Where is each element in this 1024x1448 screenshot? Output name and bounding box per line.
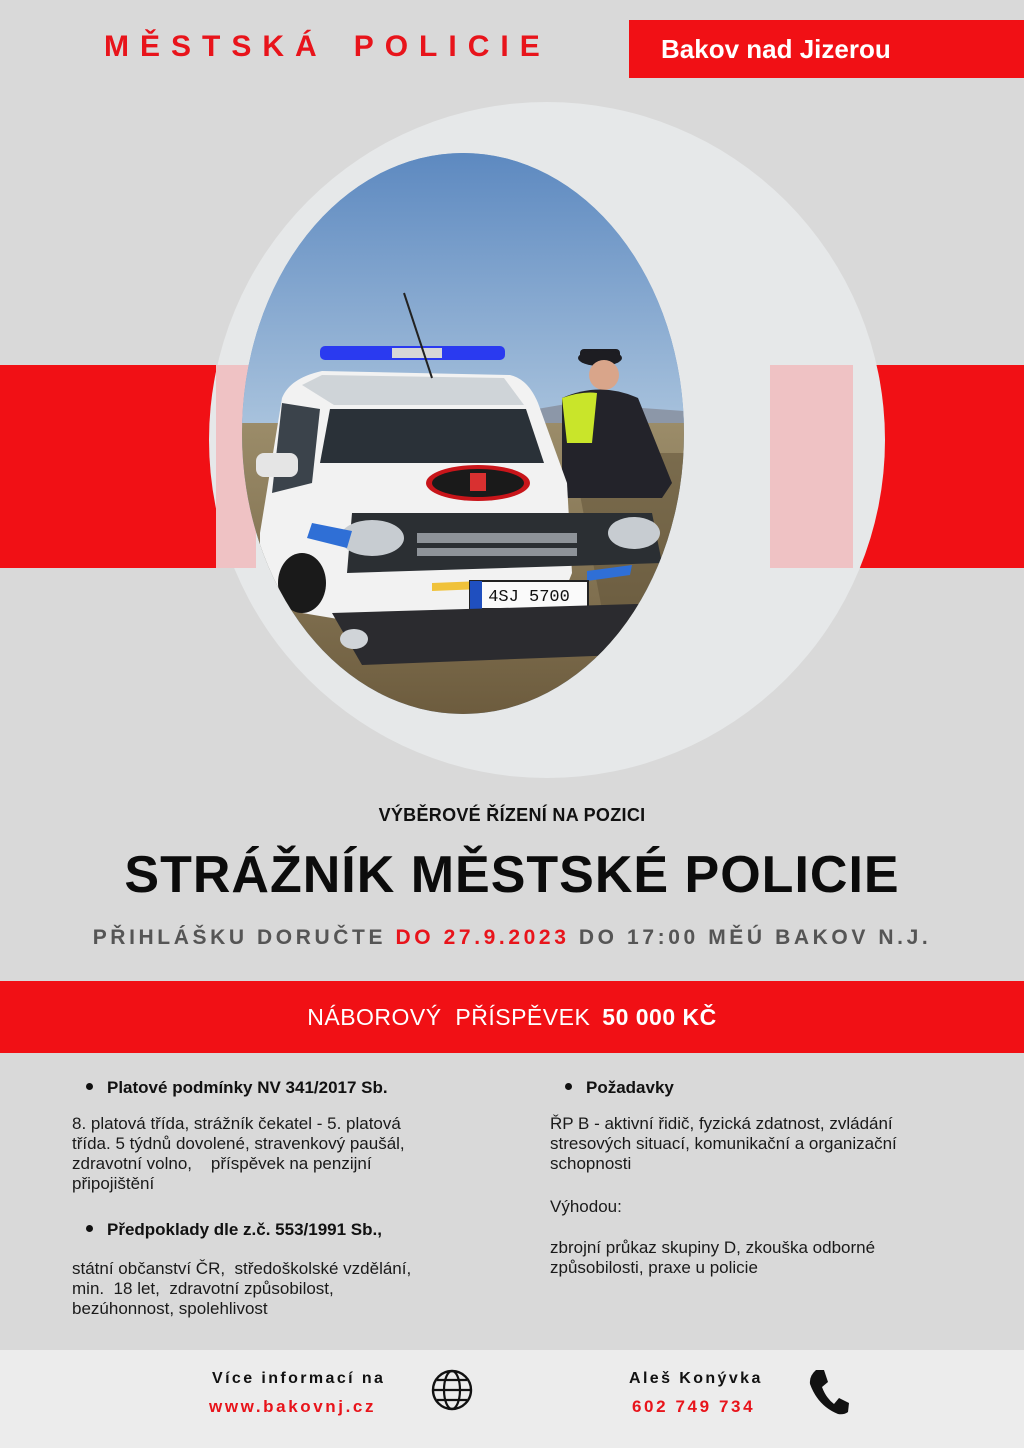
salary-heading-text: Platové podmínky NV 341/2017 Sb. — [107, 1078, 388, 1097]
footer-phone-link[interactable]: 602 749 734 — [632, 1397, 756, 1416]
requirements-heading — [565, 1078, 674, 1098]
advantage-text — [550, 1238, 990, 1278]
bonus-amount: 50 000 KČ — [602, 1003, 717, 1030]
prerequisites-text — [72, 1259, 492, 1319]
salary-text — [72, 1114, 492, 1194]
requirements-line: stresových situací, komunikační a organizační — [550, 1134, 897, 1153]
salary-line: třída. 5 týdnů dovolené, stravenkový paušál, — [72, 1134, 405, 1153]
requirements-heading-text: Požadavky — [586, 1078, 674, 1097]
bullet-icon — [86, 1225, 93, 1232]
advantage-label: Výhodou: — [550, 1197, 622, 1216]
position-subtitle: VÝBĚROVÉ ŘÍZENÍ NA POZICI — [378, 805, 646, 825]
phone-icon — [804, 1366, 850, 1416]
city-banner — [629, 20, 1024, 78]
prerequisites-heading-text: Předpoklady dle z.č. 553/1991 Sb., — [107, 1220, 382, 1239]
header-title-part1: MĚSTSKÁ — [104, 30, 328, 63]
prerequisites-heading — [86, 1220, 382, 1240]
bonus-banner — [0, 981, 1024, 1053]
salary-line: připojištění — [72, 1174, 155, 1193]
footer-contact-name: Aleš Konývka — [629, 1370, 763, 1387]
advantage-line: zbrojní průkaz skupiny D, zkouška odborné — [550, 1238, 876, 1257]
salary-line: 8. platová třída, strážník čekatel - 5. platová — [72, 1114, 401, 1133]
prerequisites-line: min. 18 let, zdravotní způsobilost, — [72, 1279, 334, 1298]
page-title: STRÁŽNÍK MĚSTSKÉ POLICIE — [124, 846, 900, 904]
bonus-label: NÁBOROVÝ PŘÍSPĚVEK — [307, 1003, 591, 1030]
salary-heading — [86, 1078, 388, 1098]
footer-info-label: Více informací na — [212, 1370, 386, 1387]
salary-line: zdravotní volno, příspěvek na penzijní — [72, 1154, 372, 1173]
deadline-date: DO 27.9.2023 — [395, 926, 570, 949]
requirements-line: schopnosti — [550, 1154, 632, 1173]
requirements-line: ŘP B - aktivní řidič, fyzická zdatnost, zvládání — [550, 1114, 893, 1133]
requirements-text — [550, 1114, 990, 1174]
prerequisites-line: státní občanství ČR, středoškolské vzdělání, — [72, 1259, 412, 1278]
deadline-prefix: PŘIHLÁŠKU DORUČTE — [92, 926, 387, 949]
footer-website-link[interactable]: www.bakovnj.cz — [209, 1397, 377, 1416]
globe-icon — [430, 1368, 474, 1412]
deadline-line — [0, 926, 1024, 950]
photo-illustration — [242, 153, 684, 714]
footer — [0, 1350, 1024, 1448]
police-car-photo — [242, 153, 684, 714]
advantage-line: způsobilosti, praxe u policie — [550, 1258, 758, 1277]
bullet-icon — [86, 1083, 93, 1090]
bullet-icon — [565, 1083, 572, 1090]
license-plate-text: 4SJ 5700 — [488, 588, 570, 607]
header-title-part2: POLICIE — [353, 30, 551, 63]
deadline-suffix: DO 17:00 MĚÚ BAKOV N.J. — [578, 926, 932, 949]
city-name: Bakov nad Jizerou — [661, 33, 891, 64]
header-title — [104, 30, 551, 64]
ring-tint-right — [770, 365, 853, 568]
prerequisites-line: bezúhonnost, spolehlivost — [72, 1299, 268, 1318]
